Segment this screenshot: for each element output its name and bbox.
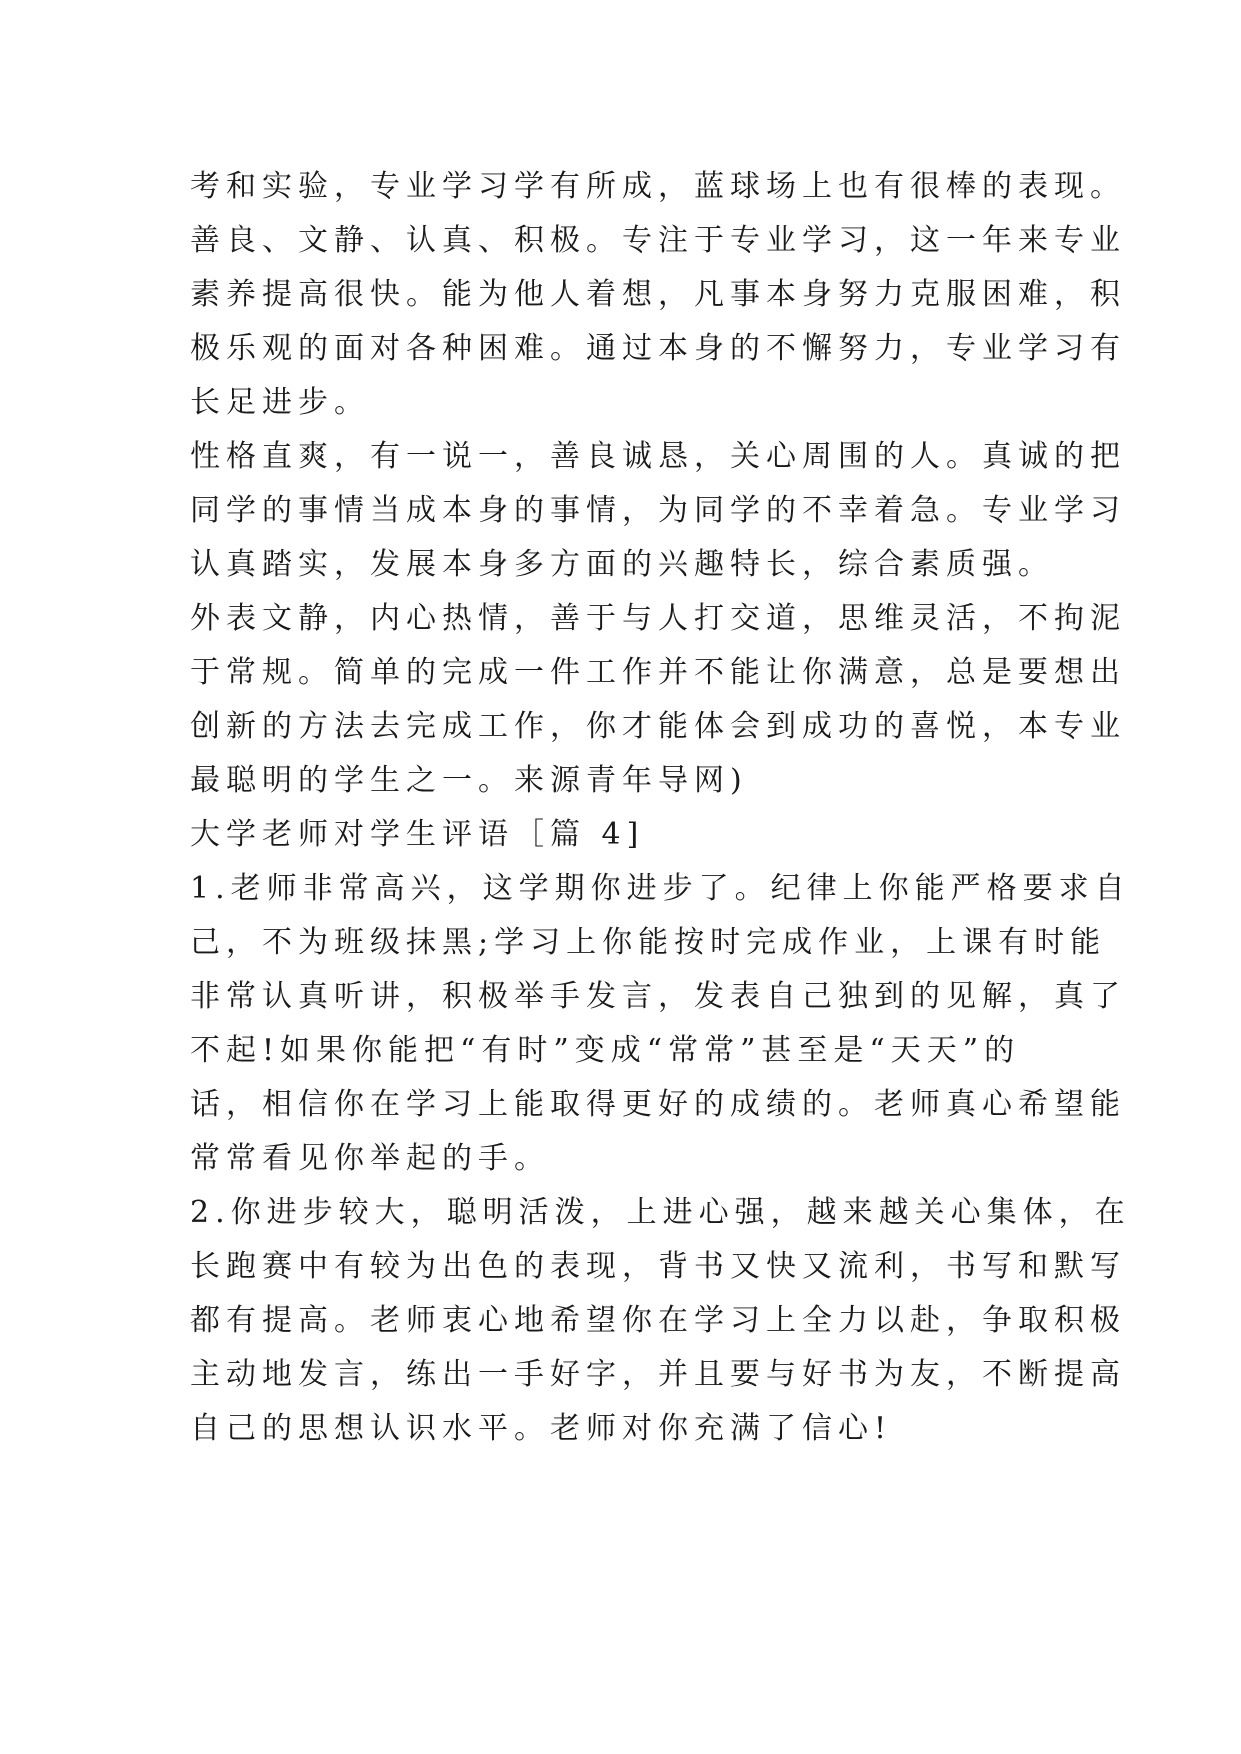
text-line: 常常看见你举起的手。	[190, 1141, 550, 1176]
text-line: 性格直爽，有一说一，善良诚恳，关心周围的人。真诚的把	[190, 439, 1126, 474]
text-line: 创新的方法去完成工作，你才能体会到成功的喜悦，本专业	[190, 709, 1126, 744]
text-line: 素养提高很快。能为他人着想，凡事本身努力克服困难，积	[190, 277, 1126, 312]
text-line: 话，相信你在学习上能取得更好的成绩的。老师真心希望能	[190, 1087, 1126, 1122]
text-line: 考和实验，专业学习学有所成，蓝球场上也有很棒的表现。	[190, 169, 1126, 204]
document-body	[190, 160, 1131, 1456]
text-line: 非常认真听讲，积极举手发言，发表自己独到的见解，真了	[190, 979, 1126, 1014]
text-line: 于常规。简单的完成一件工作并不能让你满意，总是要想出	[190, 655, 1126, 690]
text-line: 外表文静，内心热情，善于与人打交道，思维灵活，不拘泥	[190, 601, 1126, 636]
text-line: 同学的事情当成本身的事情，为同学的不幸着急。专业学习	[190, 493, 1126, 528]
text-line: 1.老师非常高兴，这学期你进步了。纪律上你能严格要求自	[190, 871, 1131, 906]
text-line: 2.你进步较大，聪明活泼，上进心强，越来越关心集体，在	[190, 1195, 1131, 1230]
text-line: 长跑赛中有较为出色的表现，背书又快又流利，书写和默写	[190, 1249, 1126, 1284]
text-line: 主动地发言，练出一手好字，并且要与好书为友，不断提高	[190, 1357, 1126, 1392]
text-line: 自己的思想认识水平。老师对你充满了信心!	[190, 1411, 893, 1446]
text-line: 最聪明的学生之一。来源青年导网)	[190, 763, 748, 798]
text-line: 都有提高。老师衷心地希望你在学习上全力以赴，争取积极	[190, 1303, 1126, 1338]
text-line: 不起!如果你能把“有时”变成“常常”甚至是“天天”的	[190, 1033, 1021, 1068]
text-line: 长足进步。	[190, 385, 370, 420]
text-line: 认真踏实，发展本身多方面的兴趣特长，综合素质强。	[190, 547, 1054, 582]
section-heading: 大学老师对学生评语［篇 4]	[190, 817, 645, 852]
text-line: 己，不为班级抹黑;学习上你能按时完成作业，上课有时能	[190, 925, 1107, 960]
text-line: 极乐观的面对各种困难。通过本身的不懈努力，专业学习有	[190, 331, 1126, 366]
text-line: 善良、文静、认真、积极。专注于专业学习，这一年来专业	[190, 223, 1126, 258]
